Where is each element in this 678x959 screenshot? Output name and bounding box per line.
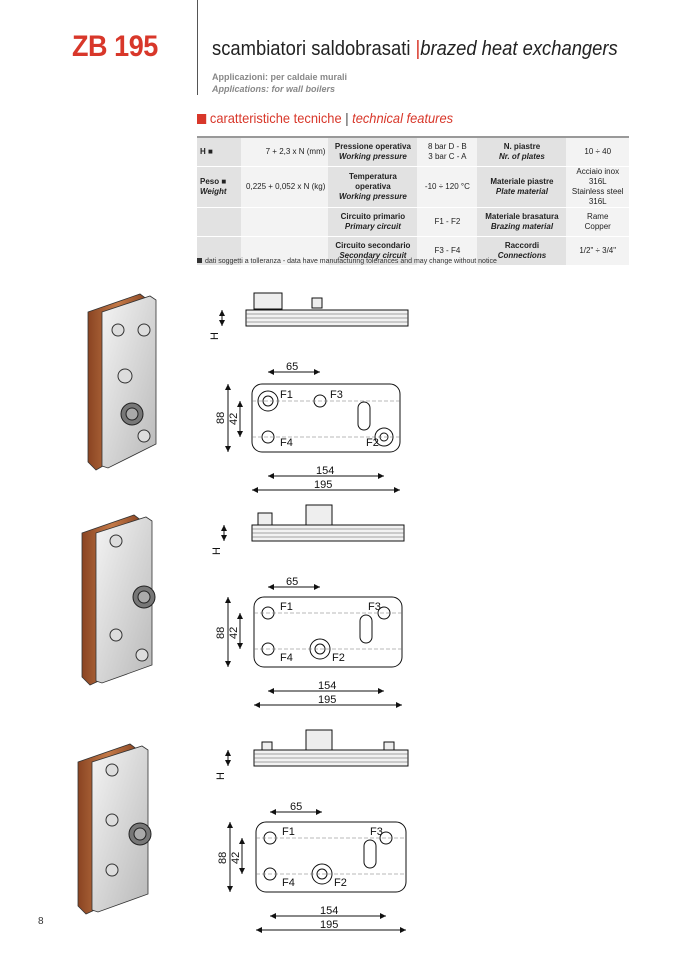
dim-195-1: 195 — [314, 479, 333, 491]
title-english: brazed heat exchangers — [420, 38, 618, 60]
value-cell: 7 + 2,3 x N (mm) — [241, 137, 328, 167]
label-cell: Materiale piastre Plate material — [477, 167, 566, 208]
dim-65-3: 65 — [290, 801, 303, 813]
exchanger-illustration-3 — [78, 744, 151, 914]
label-cell: Materiale brasatura Brazing material — [477, 208, 566, 237]
label-cell: Circuito primario Primary circuit — [328, 208, 417, 237]
section-separator: | — [345, 110, 349, 126]
value-cell: -10 ÷ 120 °C — [417, 167, 477, 208]
applications-english: Applications: for wall boilers — [212, 84, 336, 94]
port-f3-3: F3 — [370, 826, 383, 838]
value-cell: 8 bar D - B 3 bar C - A — [417, 137, 477, 167]
label-cell: Pressione operativa Working pressure — [328, 137, 417, 167]
label-cell: Peso ■ Weight — [197, 167, 241, 208]
label-cell: Raccordi Connections — [477, 237, 566, 266]
label-cell: Temperatura operativa Working pressure — [328, 167, 417, 208]
label-cell: H ■ — [197, 137, 241, 167]
value-cell: 10 ÷ 40 — [566, 137, 629, 167]
port-f1-2: F1 — [280, 601, 293, 613]
dim-154-3: 154 — [320, 905, 339, 917]
port-f2-2: F2 — [332, 652, 345, 664]
label-cell: Circuito secondario Secondary circuit — [328, 237, 417, 266]
front-view-1 — [228, 372, 400, 490]
port-f4-1: F4 — [280, 437, 293, 449]
dim-h-label-3: H — [215, 772, 227, 780]
dim-195-2: 195 — [318, 694, 337, 706]
section-title-italian: caratteristiche tecniche — [209, 110, 342, 126]
port-f1-1: F1 — [280, 389, 293, 401]
dim-154-1: 154 — [316, 465, 335, 477]
label-cell: N. piastre Nr. of plates — [477, 137, 566, 167]
port-f3-2: F3 — [368, 601, 381, 613]
dim-88-1: 88 — [215, 411, 227, 424]
page-number: 8 — [38, 916, 44, 927]
dim-65-1: 65 — [286, 361, 299, 373]
value-cell: 1/2" ÷ 3/4" — [566, 237, 629, 266]
applications-italian: Applicazioni: per caldaie murali — [212, 72, 348, 82]
exchanger-illustration-2 — [82, 515, 155, 685]
dim-88-3: 88 — [217, 851, 229, 864]
dim-42-1: 42 — [228, 412, 240, 425]
section-title-english: technical features — [352, 110, 454, 126]
dim-h-label-1: H — [209, 332, 221, 340]
model-code: ZB 195 — [72, 30, 158, 63]
dim-154-2: 154 — [318, 680, 337, 692]
value-cell: Rame Copper — [566, 208, 629, 237]
dim-42-3: 42 — [230, 851, 242, 864]
value-cell: F1 - F2 — [417, 208, 477, 237]
port-f4-2: F4 — [280, 652, 293, 664]
dim-88-2: 88 — [215, 626, 227, 639]
value-cell: Acciaio inox 316L Stainless steel 316L — [566, 167, 629, 208]
port-f2-1: F2 — [366, 437, 379, 449]
value-cell: F3 - F4 — [417, 237, 477, 266]
value-cell: 0,225 + 0,052 x N (kg) — [241, 167, 328, 208]
side-view-3 — [228, 730, 408, 766]
port-f4-3: F4 — [282, 877, 295, 889]
port-f3-1: F3 — [330, 389, 343, 401]
title-separator: | — [415, 38, 421, 60]
dim-195-3: 195 — [320, 919, 339, 931]
port-f2-3: F2 — [334, 877, 347, 889]
side-view-2 — [224, 505, 404, 541]
dim-42-2: 42 — [228, 626, 240, 639]
title-italian: scambiatori saldobrasati — [212, 38, 411, 60]
dim-h-label-2: H — [211, 547, 223, 555]
exchanger-illustration-1 — [88, 294, 156, 470]
dim-65-2: 65 — [286, 576, 299, 588]
tolerance-note: dati soggetti a tolleranza - data have manufacturing tolerances and may change without notice — [197, 258, 497, 265]
side-view-1 — [222, 293, 408, 326]
port-f1-3: F1 — [282, 826, 295, 838]
